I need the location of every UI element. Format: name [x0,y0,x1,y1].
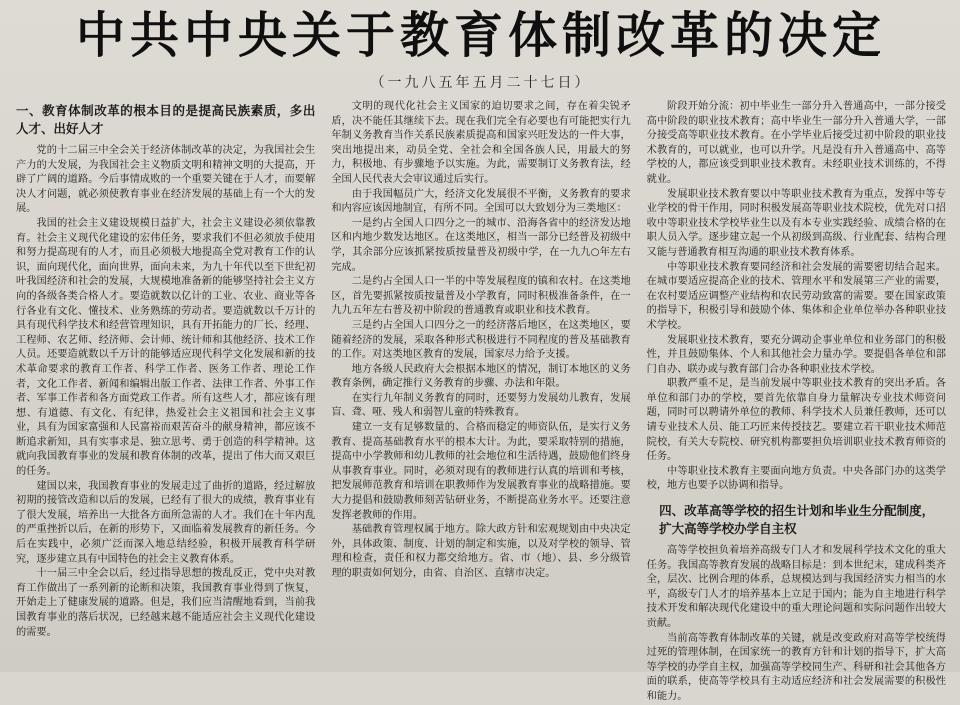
column-2 [331,100,630,660]
column-1 [16,100,315,660]
paragraph: 当前高等教育体制改革的关键，就是改变政府对高等学校统得过死的管理体制，在国家统一的教育方针和计划的指导下，扩大高等学校的办学自主权，加强高等学校同生产、科研和社会其他各方面的联系，使高等学校具有主动适应经济和社会发展需要的积极性和能力。 [646,632,946,702]
paragraph: 高等学校担负着培养高级专门人才和发展科学技术文化的重大任务。我国高等教育发展的战略目标是：到本世纪末，建成科类齐全，层次、比例合理的体系，总规模达到与我国经济实力相当的水平，高级专门人才的培养基本上立足于国内；能为自主地进行科学技术开发和解决现代化建设中的重大理论问题和实际问题作出较大贡献。 [646,545,946,629]
paragraph: 一是约占全国人口四分之一的城市、沿海各省中的经济发达地区和内地少数发达地区。在这类地区，相当一部分已经普及初级中学，其余部分应该抓紧按质按量普及初级中学，在一九九○年左右完成。 [331,217,631,273]
paragraph: 二是约占全国人口一半的中等发展程度的镇和农村。在这类地区，首先要抓紧按质按量普及小学教育，同时积极准备条件，在一九九五年左右普及初中阶段的普通教育或职业和技术教育。 [331,276,631,317]
paragraph: 我国的社会主义建设规模日益扩大，社会主义建设必须依靠教育。社会主义现代化建设的宏伟任务，要求我们不但必须放手使用和努力提高现有的人才，而且必须极大地提高全党对教育工作的认识，面向现代化，面向世界，面向未来，为九十年代以至下世纪初叶我国经济和社会的发展，大规模地准备新的能够坚持社会主义方向的各级各类合格人才。要造就数以亿计的工业、农业、商业等各行各业有文化、懂技术、业务熟练的劳动者。要造就数以千万计的具有现代科学技术和经营管理知识，具有开拓能力的厂长、经理、工程师、农艺师、经济师、会计师、统计师和其他经济、技术工作人员。还要造就数以千万计的能够适应现代科学文化发展和新的技术革命要求的教育工作者、科学工作者、医务工作者、理论工作者，文化工作者、新闻和编辑出版工作者、法律工作者、外事工作者、军事工作者和各方面党政工作者。所有这些人才，都应该有理想、有道德、有文化、有纪律，热爱社会主义祖国和社会主义事业，具有为国家富强和人民富裕而艰苦奋斗的献身精神，都应该不断追求新知，具有实事求是、独立思考、勇于创造的科学精神。这就向我国教育事业的发展和教育体制的改革，提出了伟大而又艰巨的任务。 [16,217,316,478]
paragraph: 文明的现代化社会主义国家的迫切要求之间，存在着尖锐矛盾，决不能任其继续下去。现在我们完全有必要也有可能把实行九年制义务教育当作关系民族素质提高和国家兴旺发达的一件大事，突出地提出来，动员全党、全社会和全国各族人民，用最大的努力，积极地、有步骤地予以实施。为此，需要制订义务教育法，经全国人民代表大会审议通过后实行。 [331,101,631,185]
paragraph: 中等职业技术教育要同经济和社会发展的需要密切结合起来。在城市要适应提高企业的技术、管理水平和发展第三产业的需要，在农村要适应调整产业结构和农民劳动致富的需要。要在国家政策的指导下，积极引导和鼓励个体、集体和企业单位举办各种职业技术学校。 [646,261,946,331]
paragraph: 建立一支有足够数量的、合格而稳定的师资队伍，是实行义务教育、提高基础教育水平的根本大计。为此，要采取特别的措施，提高中小学教师和幼儿教师的社会地位和生活待遇，鼓励他们终身从事教育事业。同时，必须对现有的教师进行认真的培训和考核，把发展师范教育和培训在职教师作为发展教育事业的战略措施。要大力提倡和鼓励教师刻苦钻研业务，不断提高业务水平。还要注意发挥老教师的作用。 [331,422,631,521]
paragraph: 在实行九年制义务教育的同时，还要努力发展幼儿教育，发展盲、聋、哑、残人和弱智儿童的特殊教育。 [331,392,631,419]
paragraph: 基础教育管理权属于地方。除大政方针和宏观规划由中央决定外，具体政策、制度、计划的制定和实施，以及对学校的领导、管理和检查，责任和权力都交给地方。省、市（地）、县、乡分级管理的职责如何划分，由省、自治区、直辖市决定。 [331,524,631,579]
paragraph: 发展职业技术教育，要充分调动企事业单位和业务部门的积极性，并且鼓励集体、个人和其他社会力量办学。要提倡各单位和部门自办、联办或与教育部门合办各种职业技术学校。 [646,334,946,375]
section-heading: 一、教育体制改革的根本目的是提高民族素质，多出人才、出好人才 [16,103,316,136]
paragraph: 三是约占全国人口四分之一的经济落后地区，在这类地区，要随着经济的发展，采取各种形式积极进行不同程度的普及基础教育的工作。对这类地区教育的发展，国家尽力给予支援。 [331,319,631,361]
paragraph: 中等职业技术教育主要面向地方负责。中央各部门办的这类学校，地方也要予以协调和指导。 [646,465,946,492]
paragraph: 职教严重不足，是当前发展中等职业技术教育的突出矛盾。各单位和部门办的学校，要首先依靠自身力量解决专业技术师资问题，同时可以聘请外单位的教师、科学技术人员兼任教师，还可以请专业技术人员、能工巧匠来传授技艺。要建立若干职业技术师范院校，有关大专院校、研究机构都要担负培训职业技术教育师资的任务。 [646,378,946,463]
paragraph: 党的十二届三中全会关于经济体制改革的决定，为我国社会生产力的大发展，为我国社会主义物质文明和精神文明的大提高，开辟了广阔的道路。今后事情成败的一个重要关键在于人才，而要解决人才问题，就必须使教育事业在经济发展的基础上有一个大的发展。 [16,145,316,215]
column-3 [646,100,946,702]
paragraph: 十一届三中全会以后，经过指导思想的拨乱反正，党中央对教育工作做出了一系列新的论断和决策，我国教育事业得到了恢复，开始走上了健康发展的道路。但是，我们应当清醒地看到，当前我国教育事业的落后状况，已经越来越不能适应社会主义现代化建设的需要。 [16,568,316,638]
paragraph: 地方各级人民政府大会根据本地区的情况，制订本地区的义务教育条例，确定推行义务教育的步骤、办法和年限。 [331,363,631,390]
headline: 中共中央关于教育体制改革的决定 [75,7,886,64]
section-heading: 四、改革高等学校的招生计划和毕业生分配制度，扩大高等学校办学自主权 [659,503,935,537]
dateline: （一九八五年五月二十七日） [370,75,592,91]
paragraph: 由于我国幅员广大，经济文化发展很不平衡，义务教育的要求和内容应该因地制宜，有所不同。全国可以大致划分为三类地区： [331,188,631,215]
article-columns [16,100,946,702]
paragraph: 阶段开始分流：初中毕业生一部分升入普通高中，一部分接受高中阶段的职业技术教育；高中毕业生一部分升入普通大学，一部分接受高等职业技术教育。在小学毕业后接受过初中阶段的职业技术教育的，可以就业，也可以升学。凡是没有升入普通高中、高等学校的人，都应该受到职业技术教育。未经职业技术训练的，不得就业。 [646,101,946,185]
paragraph: 建国以来，我国教育事业的发展走过了曲折的道路，经过解放初期的接管改造和以后的发展，已经有了很大的成绩，教育事业有了很大发展，培养出一大批各方面所急需的人才。我们在十年内乱的严重挫折以后，在新的形势下，又面临着发展教育的新任务。今后在实践中，必须广泛而深入地总结经验，积极开展教育科学研究，逐步建立具有中国特色的社会主义教育体系。 [16,480,316,565]
paragraph: 发展职业技术教育要以中等职业技术教育为重点，发挥中等专业学校的骨干作用，同时积极发展高等职业技术院校，优先对口招收中等职业技术学校毕业生以及有本专业实践经验、成绩合格的在职人员入学。逐步建立起一个从初级到高级、行业配套、结构合理又能与普通教育相互沟通的职业技术教育体系。 [646,188,946,258]
